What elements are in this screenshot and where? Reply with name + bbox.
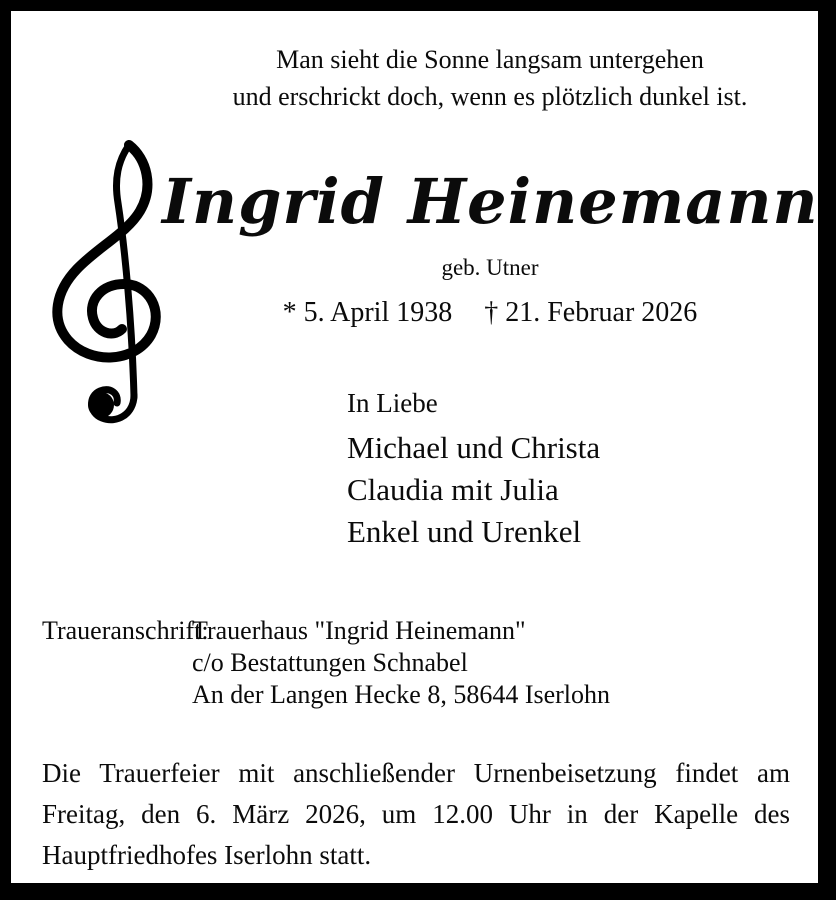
epigraph <box>162 41 818 115</box>
birth-date: * 5. April 1938 <box>282 297 453 328</box>
deceased-header <box>162 157 818 329</box>
maiden-name: geb. Utner <box>441 255 539 280</box>
mourning-address-block <box>42 615 610 711</box>
mourners-block <box>347 386 600 553</box>
address-line: Trauerhaus "Ingrid Heinemann" <box>192 616 526 645</box>
mourning-address-lines <box>192 615 610 711</box>
death-date: † 21. Februar 2026 <box>484 297 698 328</box>
life-dates <box>162 297 818 329</box>
deceased-name: Ingrid Heinemann <box>162 165 819 238</box>
mourner-line: Enkel und Urenkel <box>347 514 582 549</box>
mourner-line: Claudia mit Julia <box>347 472 559 507</box>
address-line: c/o Bestattungen Schnabel <box>192 648 468 677</box>
epigraph-line-2: und erschrickt doch, wenn es plötzlich dunkel ist. <box>232 82 748 111</box>
address-line: An der Langen Hecke 8, 58644 Iserlohn <box>192 680 611 709</box>
mourners-intro: In Liebe <box>347 388 438 418</box>
funeral-announcement: Die Trauerfeier mit anschließender Urnenbeisetzung findet am Freitag, den 6. März 2026, um 12.00 Uhr in der Kapelle des Hauptfriedhofes Iserlohn statt. <box>42 758 790 870</box>
mourning-address-label: Traueranschrift: <box>42 616 209 645</box>
epigraph-line-1: Man sieht die Sonne langsam untergehen <box>276 45 704 74</box>
mourner-line: Michael und Christa <box>347 430 601 465</box>
